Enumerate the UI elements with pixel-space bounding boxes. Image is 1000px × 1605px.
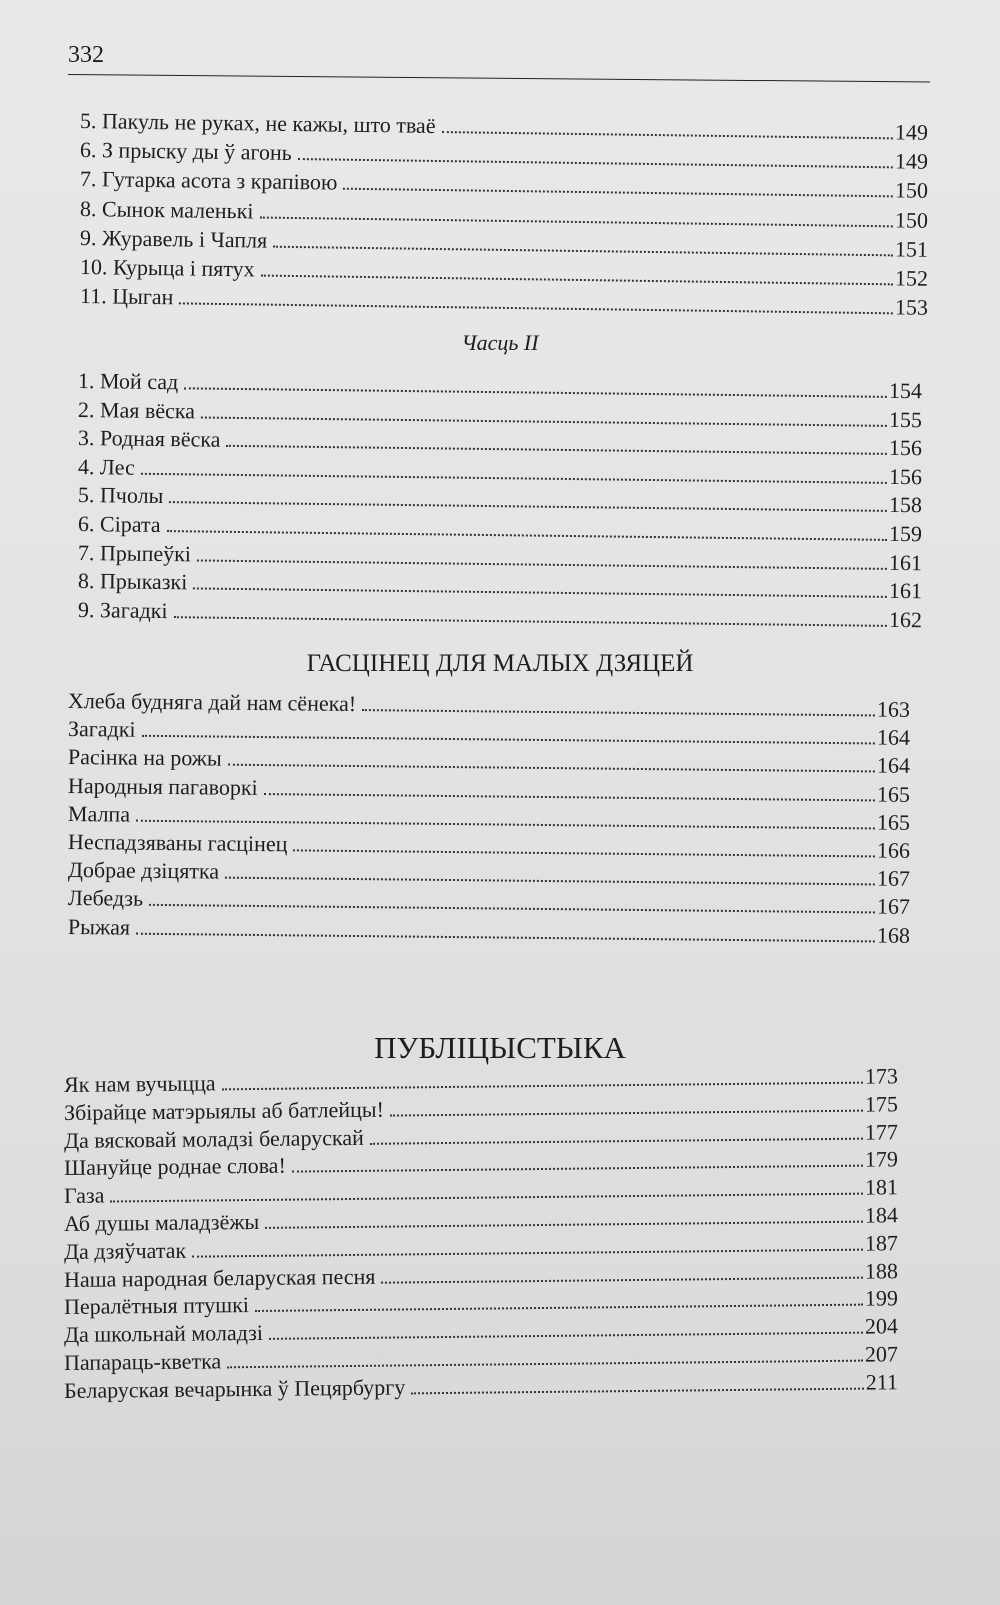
- entry-title: 7. Гутарка асота з крапівою: [79, 166, 338, 195]
- entry-title: 6. З прыску ды ў агонь: [79, 137, 292, 166]
- dot-leader: [142, 735, 875, 745]
- entry-title: Шануйце роднае слова!: [63, 1153, 286, 1181]
- entry-page-number: 179: [864, 1146, 899, 1173]
- dot-leader: [184, 387, 887, 398]
- entry-page-number: 204: [864, 1313, 899, 1339]
- entry-page-number: 184: [864, 1202, 899, 1228]
- entry-title: Да школьнай моладзі: [63, 1320, 264, 1348]
- entry-page-number: 163: [876, 696, 911, 722]
- entry-page-number: 173: [864, 1063, 899, 1089]
- entry-title: 5. Пчолы: [77, 482, 164, 509]
- dot-leader: [227, 1360, 863, 1369]
- dot-leader: [193, 588, 887, 598]
- entry-page-number: 167: [876, 865, 911, 892]
- entry-title: Аб душы маладзёжы: [63, 1208, 260, 1236]
- dot-leader: [382, 1276, 864, 1283]
- entry-page-number: 156: [888, 435, 923, 461]
- dot-leader: [225, 877, 875, 886]
- entry-title: Малпа: [67, 800, 131, 827]
- dot-leader: [173, 616, 886, 627]
- entry-title: Папараць-кветка: [63, 1348, 222, 1375]
- entry-title: 2. Мая вёска: [77, 396, 196, 424]
- dot-leader: [197, 559, 887, 569]
- entry-page-number: 150: [894, 177, 929, 204]
- entry-page-number: 165: [876, 809, 911, 835]
- dot-leader: [259, 216, 892, 227]
- entry-title: Наша народная беларуская песня: [63, 1263, 376, 1292]
- entry-page-number: 164: [876, 752, 911, 779]
- entry-page-number: 188: [864, 1257, 899, 1284]
- entry-title: 1. Мой сад: [77, 368, 179, 395]
- dot-leader: [264, 793, 875, 801]
- entry-title: 9. Загадкі: [77, 596, 168, 623]
- entry-title: 8. Сынок маленькі: [79, 195, 254, 224]
- entry-title: Народныя пагаворкі: [67, 772, 258, 800]
- entry-page-number: 168: [876, 922, 911, 948]
- entry-page-number: 151: [894, 236, 929, 262]
- entry-title: 4. Лес: [77, 453, 136, 480]
- dot-leader: [255, 1304, 863, 1312]
- dot-leader: [269, 1332, 863, 1340]
- entry-title: Да дзяўчатак: [63, 1237, 187, 1264]
- entry-title: Беларуская вечарынка ў Пецярбургу: [63, 1374, 406, 1403]
- dot-leader: [141, 473, 887, 484]
- entry-page-number: 162: [888, 606, 923, 633]
- entry-title: 6. Сірата: [77, 511, 161, 538]
- page-number: 332: [68, 42, 104, 68]
- dot-leader: [228, 764, 875, 773]
- entry-page-number: 152: [894, 265, 929, 291]
- entry-page-number: 165: [876, 781, 911, 807]
- entry-title: Загадкі: [67, 716, 136, 742]
- dot-leader: [370, 1137, 863, 1144]
- entry-page-number: 177: [864, 1118, 899, 1145]
- toc-entry: [68, 914, 910, 949]
- dot-leader: [362, 709, 875, 716]
- dot-leader: [222, 1082, 863, 1091]
- entry-title: Збірайце матэрыялы аб батлейцы!: [63, 1096, 385, 1125]
- entry-page-number: 161: [888, 549, 923, 575]
- entry-page-number: 187: [864, 1230, 899, 1256]
- header-rule: [68, 74, 930, 83]
- entry-title: Да вясковай моладзі беларускай: [63, 1124, 364, 1153]
- entry-title: 5. Пакуль не руках, не кажы, што тваё: [79, 108, 436, 138]
- entry-title: 11. Цыган: [79, 283, 174, 310]
- dot-leader: [110, 1193, 863, 1203]
- entry-title: 8. Прыказкі: [77, 568, 188, 595]
- entry-title: Добрае дзіцятка: [67, 857, 220, 884]
- entry-page-number: 181: [864, 1174, 899, 1200]
- dot-leader: [169, 502, 887, 513]
- dot-leader: [136, 932, 875, 942]
- entry-page-number: 154: [888, 377, 923, 404]
- section-heading: Часць II: [461, 330, 539, 355]
- entry-page-number: 158: [888, 492, 923, 518]
- dot-leader: [192, 1248, 863, 1257]
- entry-page-number: 211: [865, 1369, 899, 1395]
- entry-title: Рыжая: [67, 913, 131, 940]
- entry-title: Неспадзяваны гасцінец: [67, 829, 288, 857]
- entry-title: Як нам вучыцца: [63, 1070, 216, 1097]
- dot-leader: [261, 275, 893, 286]
- dot-leader: [226, 445, 887, 455]
- entry-page-number: 149: [894, 148, 929, 175]
- entry-title: Пералётныя птушкі: [63, 1292, 250, 1320]
- dot-leader: [411, 1387, 864, 1394]
- dot-leader: [292, 1165, 863, 1173]
- dot-leader: [136, 820, 875, 830]
- entry-page-number: 164: [876, 724, 911, 751]
- entry-page-number: 155: [888, 406, 923, 432]
- entry-title: Хлеба будняга дай нам сёнека!: [67, 688, 357, 717]
- entry-title: 10. Курыца і пятух: [79, 254, 255, 282]
- entry-page-number: 207: [864, 1341, 899, 1367]
- entry-page-number: 199: [864, 1285, 899, 1312]
- dot-leader: [298, 158, 893, 168]
- entry-title: Расінка на рожы: [67, 744, 222, 771]
- dot-leader: [201, 416, 887, 426]
- dot-leader: [390, 1109, 863, 1116]
- section-heading: ГАСЦІНЕЦ ДЛЯ МАЛЫХ ДЗЯЦЕЙ: [306, 650, 694, 677]
- entry-title: 3. Родная вёска: [77, 425, 221, 452]
- dot-leader: [167, 530, 887, 541]
- dot-leader: [265, 1221, 863, 1229]
- dot-leader: [273, 245, 893, 256]
- entry-page-number: 150: [894, 206, 929, 233]
- entry-page-number: 161: [888, 578, 923, 604]
- dot-leader: [179, 303, 893, 315]
- dot-leader: [343, 188, 893, 198]
- dot-leader: [441, 131, 892, 139]
- entry-page-number: 167: [876, 893, 911, 920]
- entry-page-number: 159: [888, 520, 923, 547]
- dot-leader: [293, 849, 875, 857]
- entry-title: 7. Прыпеўкі: [77, 539, 192, 566]
- entry-page-number: 166: [876, 837, 911, 863]
- entry-page-number: 149: [894, 119, 929, 145]
- section-heading: ПУБЛІЦЫСТЫКА: [374, 1030, 626, 1065]
- entry-page-number: 156: [888, 463, 923, 490]
- entry-page-number: 175: [864, 1091, 899, 1117]
- entry-title: 9. Журавель і Чапля: [79, 224, 268, 253]
- dot-leader: [149, 904, 875, 914]
- entry-title: Лебедзь: [67, 885, 144, 912]
- entry-page-number: 153: [894, 294, 929, 321]
- entry-title: Газа: [63, 1182, 105, 1209]
